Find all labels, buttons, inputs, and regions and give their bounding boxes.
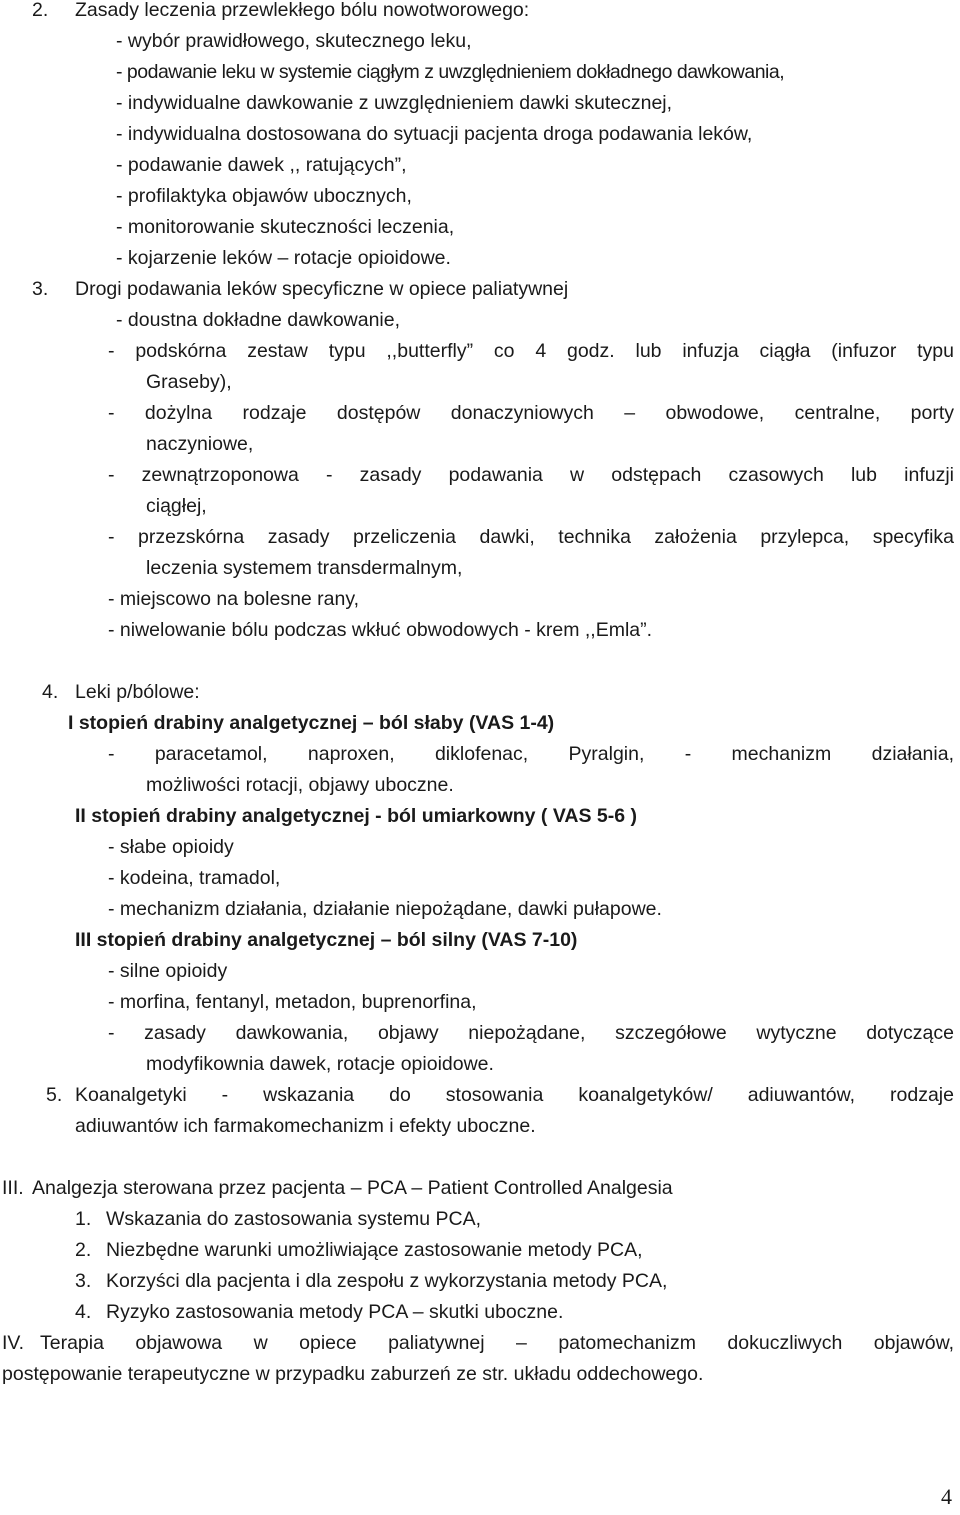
section-III-number: III.	[2, 1177, 24, 1199]
list-item-continuation: możliwości rotacji, objawy uboczne.	[146, 774, 454, 796]
section-3-title: Drogi podawania leków specyficzne w opiece paliatywnej	[75, 278, 569, 300]
section-2-heading	[0, 0, 960, 26]
list-item: - zasady dawkowania, objawy niepożądane, szczegółowe wytyczne dotyczące	[108, 1022, 954, 1044]
list-item-continuation: naczyniowe,	[146, 433, 254, 455]
list-item: - morfina, fentanyl, metadon, buprenorfina,	[108, 991, 477, 1013]
section-4-number: 4.	[42, 681, 59, 703]
list-item: - monitorowanie skuteczności leczenia,	[116, 216, 455, 238]
list-item: - przezskórna zasady przeliczenia dawki, technika założenia przylepca, specyfika	[108, 526, 954, 548]
list-item-continuation: leczenia systemem transdermalnym,	[146, 557, 463, 579]
section-5-text: Koanalgetyki - wskazania do stosowania koanalgetyków/ adiuwantów, rodzaje	[75, 1084, 954, 1106]
list-item: - doustna dokładne dawkowanie,	[116, 309, 401, 331]
list-item: - silne opioidy	[108, 960, 228, 982]
numbered-item: 4. Ryzyko zastosowania metody PCA – skutki uboczne.	[75, 1301, 564, 1323]
list-item: - miejscowo na bolesne rany,	[108, 588, 360, 610]
section-2-title: Zasady leczenia przewlekłego bólu nowotworowego:	[75, 0, 530, 21]
section-2-number: 2.	[32, 0, 49, 21]
list-item: - kodeina, tramadol,	[108, 867, 281, 889]
section-IV-number: IV.	[2, 1332, 25, 1354]
list-item: - profilaktyka objawów ubocznych,	[116, 185, 412, 207]
list-item: - zewnątrzoponowa - zasady podawania w odstępach czasowych lub infuzji	[108, 464, 954, 486]
list-item: - mechanizm działania, działanie niepożądane, dawki pułapowe.	[108, 898, 662, 920]
list-item: - indywidualne dawkowanie z uwzględnieniem dawki skutecznej,	[116, 92, 673, 114]
numbered-item: 1. Wskazania do zastosowania systemu PCA,	[75, 1208, 481, 1230]
section-4-heading	[0, 677, 960, 708]
section-5	[0, 1080, 960, 1111]
list-item: - indywidualna dostosowana do sytuacji pacjenta droga podawania leków,	[116, 123, 753, 145]
page-number: 4	[941, 1484, 952, 1509]
section-III-heading	[0, 1173, 960, 1204]
numbered-item: 2. Niezbędne warunki umożliwiające zastosowanie metody PCA,	[75, 1239, 643, 1261]
list-item: - podskórna zestaw typu ,,butterfly” co 4 godz. lub infuzja ciągła (infuzor typu	[108, 340, 954, 362]
list-item-continuation: Graseby),	[146, 371, 232, 393]
analgesic-ladder-step-1: I stopień drabiny analgetycznej – ból słaby (VAS 1-4)	[68, 712, 555, 734]
list-item: - kojarzenie leków – rotacje opioidowe.	[116, 247, 451, 269]
numbered-item: 3. Korzyści dla pacjenta i dla zespołu z wykorzystania metody PCA,	[75, 1270, 668, 1292]
section-IV-text: Terapia objawowa w opiece paliatywnej – patomechanizm dokuczliwych objawów,	[40, 1332, 954, 1354]
list-item: - słabe opioidy	[108, 836, 234, 858]
section-3-heading	[0, 274, 960, 305]
analgesic-ladder-step-2: II stopień drabiny analgetycznej - ból umiarkowny ( VAS 5-6 )	[75, 805, 637, 827]
section-III-title: Analgezja sterowana przez pacjenta – PCA – Patient Controlled Analgesia	[32, 1177, 673, 1199]
list-item: - podawanie leku w systemie ciągłym z uwzględnieniem dokładnego dawkowania,	[116, 61, 785, 83]
list-item: - podawanie dawek ,, ratujących”,	[116, 154, 407, 176]
section-IV	[0, 1328, 960, 1359]
section-5-text-continuation: adiuwantów ich farmakomechanizm i efekty uboczne.	[75, 1115, 536, 1137]
list-item: - dożylna rodzaje dostępów donaczyniowych – obwodowe, centralne, porty	[108, 402, 954, 424]
analgesic-ladder-step-3: III stopień drabiny analgetycznej – ból silny (VAS 7-10)	[75, 929, 578, 951]
section-IV-text-continuation: postępowanie terapeutyczne w przypadku zaburzeń ze str. układu oddechowego.	[2, 1363, 704, 1385]
list-item-continuation: modyfikownia dawek, rotacje opioidowe.	[146, 1053, 494, 1075]
section-5-number: 5.	[46, 1084, 63, 1106]
list-item: - wybór prawidłowego, skutecznego leku,	[116, 30, 472, 52]
list-item: - paracetamol, naproxen, diklofenac, Pyralgin, - mechanizm działania,	[108, 743, 954, 765]
section-4-title: Leki p/bólowe:	[75, 681, 200, 703]
section-3-number: 3.	[32, 278, 49, 300]
list-item: - niwelowanie bólu podczas wkłuć obwodowych - krem ,,Emla”.	[108, 619, 653, 641]
list-item-continuation: ciągłej,	[146, 495, 207, 517]
